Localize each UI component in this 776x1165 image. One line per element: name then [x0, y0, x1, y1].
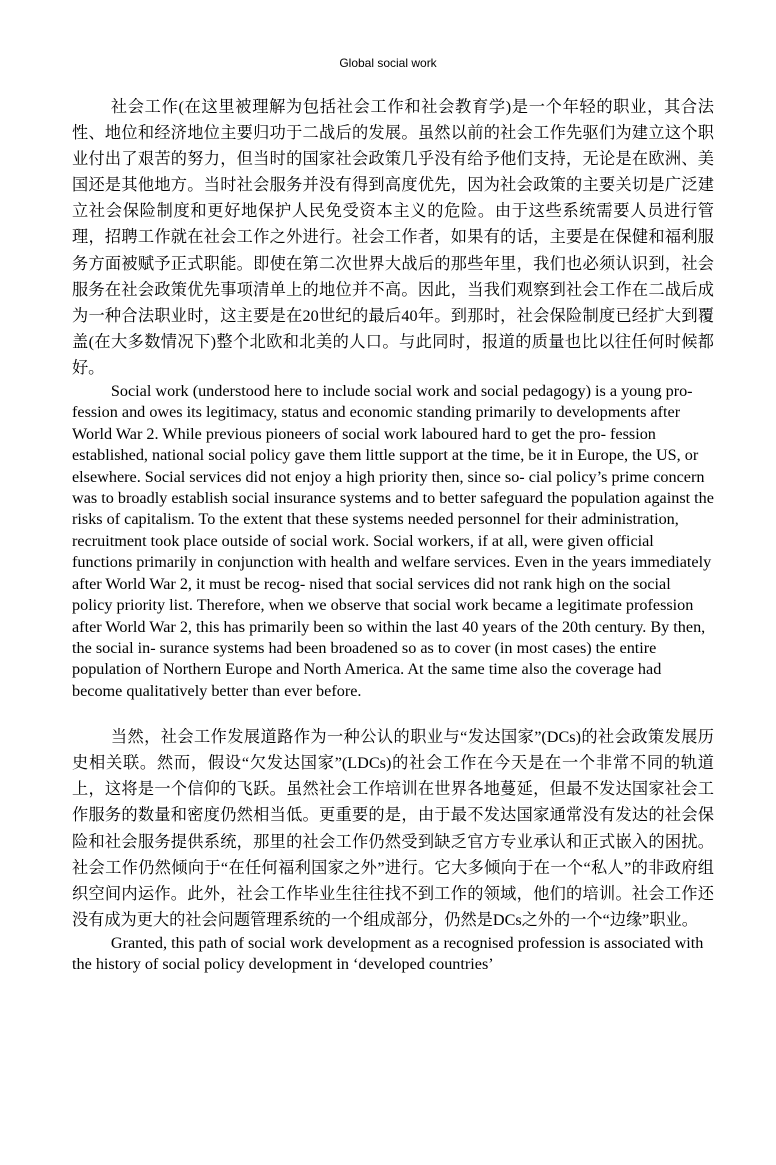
running-header: Global social work	[339, 56, 437, 70]
paragraph-chinese-1: 社会工作(在这里被理解为包括社会工作和社会教育学)是一个年轻的职业，其合法性、地位和经济地位主要归功于二战后的发展。虽然以前的社会工作先驱们为建立这个职业付出了艰苦的努力，但当时的国家社会政策几乎没有给予他们支持，无论是在欧洲、美国还是其他地方。当时社会服务并没有得到高度优先，因为社会政策的主要关切是广泛建立社会保险制度和更好地保护人民免受资本主义的危险。由于这些系统需要人员进行管理，招聘工作就在社会工作之外进行。社会工作者，如果有的话，主要是在保健和福利服务方面被赋予正式职能。即使在第二次世界大战后的那些年里，我们也必须认识到，社会服务在社会政策优先事项清单上的地位并不高。因此，当我们观察到社会工作在二战后成为一种合法职业时，这主要是在20世纪的最后40年。到那时，社会保险制度已经扩大到覆盖(在大多数情况下)整个北欧和北美的人口。与此同时，报道的质量也比以往任何时候都好。	[72, 98, 714, 377]
paragraph-spacer	[72, 702, 714, 724]
paragraph-english-1: Social work (understood here to include social work and social pedagogy) is a young pro- fession and owes its legitimacy, status and economic standing primarily to developments after World War 2. While previous pioneers of social work laboured hard to get the pro- fession established, national social policy gave them little support at the time, be it in Europe, the US, or elsewhere. Social services did not enjoy a high priority then, since so- cial policy’s prime concern was to broadly establish social insurance systems and to better safeguard the population against the risks of capitalism. To the extent that these systems needed personnel for their administration, recruitment took place outside of social work. Social workers, if at all, were given official functions primarily in conjunction with health and welfare services. Even in the years immediately after World War 2, it must be recog- nised that social services did not rank high on the social policy priority list. Therefore, when we observe that social work became a legitimate profession after World War 2, this has primarily been so within the last 40 years of the 20th century. By then, the social in- surance systems had been broadened so as to cover (in most cases) the entire population of Northern Europe and North America. At the same time also the coverage had become qualitatively better than ever before.	[72, 382, 714, 700]
paragraph-chinese-2: 当然，社会工作发展道路作为一种公认的职业与“发达国家”(DCs)的社会政策发展历史相关联。然而，假设“欠发达国家”(LDCs)的社会工作在今天是在一个非常不同的轨道上，这将是一个信仰的飞跃。虽然社会工作培训在世界各地蔓延，但最不发达国家社会工作服务的数量和密度仍然相当低。更重要的是，由于最不发达国家通常没有发达的社会保险和社会服务提供系统，那里的社会工作仍然受到缺乏官方专业承认和正式嵌入的困扰。社会工作仍然倾向于“在任何福利国家之外”进行。它大多倾向于在一个“私人”的非政府组织空间内运作。此外，社会工作毕业生往往找不到工作的领域，他们的培训。社会工作还没有成为更大的社会问题管理系统的一个组成部分，仍然是DCs之外的一个“边缘”职业。	[72, 728, 714, 929]
page-body	[72, 94, 714, 976]
paragraph-english-2: Granted, this path of social work development as a recognised profession is associated with the history of social policy development in ‘developed countries’	[72, 933, 704, 974]
